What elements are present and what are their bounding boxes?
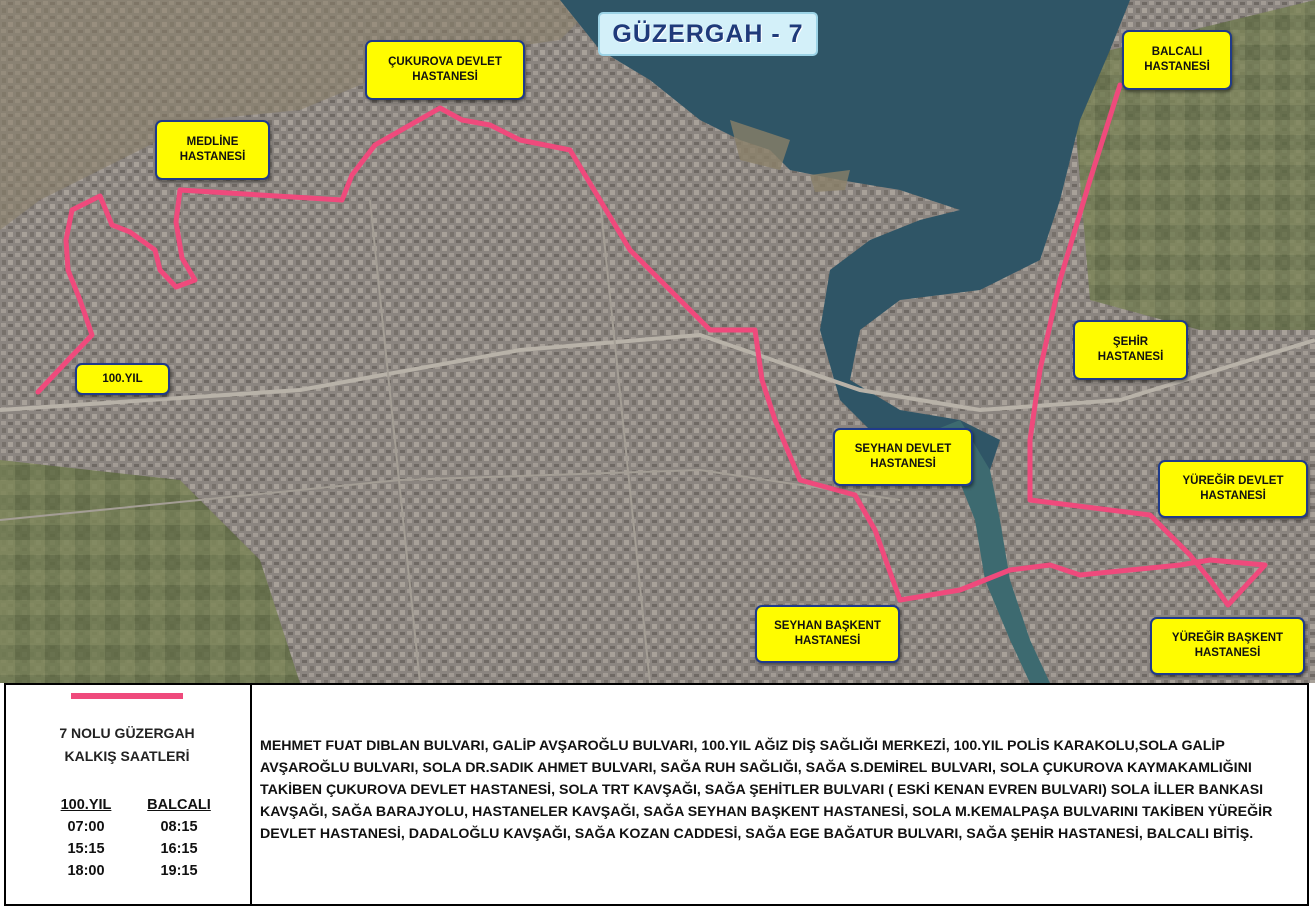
stop-label-yuregir-devlet: [1158, 460, 1308, 518]
route-description-text: MEHMET FUAT DIBLAN BULVARI, GALİP AVŞAROĞLU BULVARI, 100.YIL AĞIZ DİŞ SAĞLIĞI MERKEZİ, 100.YIL POLİS KARAKOLU,SOLA GALİP AVŞAROĞLU BULVARI, SOLA DR.SADIK AHMET BULVARI, SAĞA RUH SAĞLIĞI, SAĞA S.DEMİREL BULVARI, SOLA ÇUKUROVA KAYMAKAMLIĞINI TAKİBEN ÇUKUROVA DEVLET HASTANESİ, SOLA TRT KAVŞAĞI, SAĞA ŞEHİTLER BULVARI ( ESKİ KENAN EVREN BULVARI) SOLA İLLER BANKASI KAVŞAĞI, SAĞA BARAJYOLU, HASTANELER KAVŞAĞI, SAĞA SEYHAN BAŞKENT HASTANESİ, SOLA M.KEMALPAŞA BULVARINI TAKİBEN YÜREĞİR DEVLET HASTANESİ, DADALOĞLU KAVŞAĞI, SAĞA KOZAN CADDESİ, SAĞA EGE BAĞATUR BULVARI, SAĞA ŞEHİR HASTANESİ, BALCALI BİTİŞ.: [260, 738, 1273, 842]
stop-label-100-yil: [75, 363, 170, 395]
stop-label-medline: [155, 120, 270, 180]
stop-label-text: HASTANESİ: [412, 71, 478, 83]
stop-label-text: HASTANESİ: [1200, 490, 1266, 502]
departure-time: 16:15: [160, 841, 198, 857]
info-panel: [4, 683, 1309, 906]
map-title: GÜZERGAH - 7: [598, 12, 818, 56]
stop-label-text: BALCALI: [1151, 46, 1203, 58]
stop-label-text: HASTANESİ: [179, 151, 246, 163]
stop-label-text: ŞEHİR: [1112, 336, 1149, 348]
stop-label-yuregir-baskent: [1150, 617, 1305, 675]
departure-time: 08:15: [160, 819, 198, 835]
departure-time: 15:15: [67, 841, 105, 857]
schedule-header-100-yil: 100.YIL: [60, 797, 112, 813]
stop-label-text: YÜREĞİR DEVLET: [1182, 475, 1284, 487]
departure-time: 19:15: [160, 863, 198, 879]
schedule-panel: [6, 685, 252, 904]
stop-label-cukurova: [365, 40, 525, 100]
stop-label-text: SEYHAN BAŞKENT: [774, 620, 881, 632]
stop-label-text: HASTANESİ: [794, 635, 861, 647]
schedule-column-balcali: [134, 797, 224, 879]
stop-label-seyhan-devlet: [833, 428, 973, 486]
stop-label-balcali: [1122, 30, 1232, 90]
stop-label-sehir: [1073, 320, 1188, 380]
schedule-column-100-yil: [46, 797, 126, 879]
stop-label-text: ÇUKUROVA DEVLET: [388, 56, 502, 68]
stop-label-seyhan-baskent: [755, 605, 900, 663]
departure-time: 07:00: [67, 819, 105, 835]
stop-label-text: MEDLİNE: [186, 136, 239, 148]
stop-label-text: 100.YIL: [102, 372, 143, 385]
departure-time: 18:00: [67, 863, 105, 879]
route-description-panel: [252, 685, 1307, 904]
route-legend-line: [71, 693, 183, 699]
schedule-title-line1: 7 NOLU GÜZERGAH: [59, 725, 195, 741]
stop-label-text: HASTANESİ: [870, 458, 936, 470]
schedule-header-balcali: BALCALI: [147, 797, 211, 813]
stop-label-text: HASTANESİ: [1144, 61, 1210, 73]
stop-label-text: HASTANESİ: [1097, 351, 1164, 363]
stop-label-text: YÜREĞİR BAŞKENT: [1171, 632, 1284, 644]
schedule-title-line2: KALKIŞ SAATLERİ: [64, 748, 190, 764]
stop-label-text: HASTANESİ: [1194, 647, 1261, 659]
stop-label-text: SEYHAN DEVLET: [854, 443, 952, 455]
